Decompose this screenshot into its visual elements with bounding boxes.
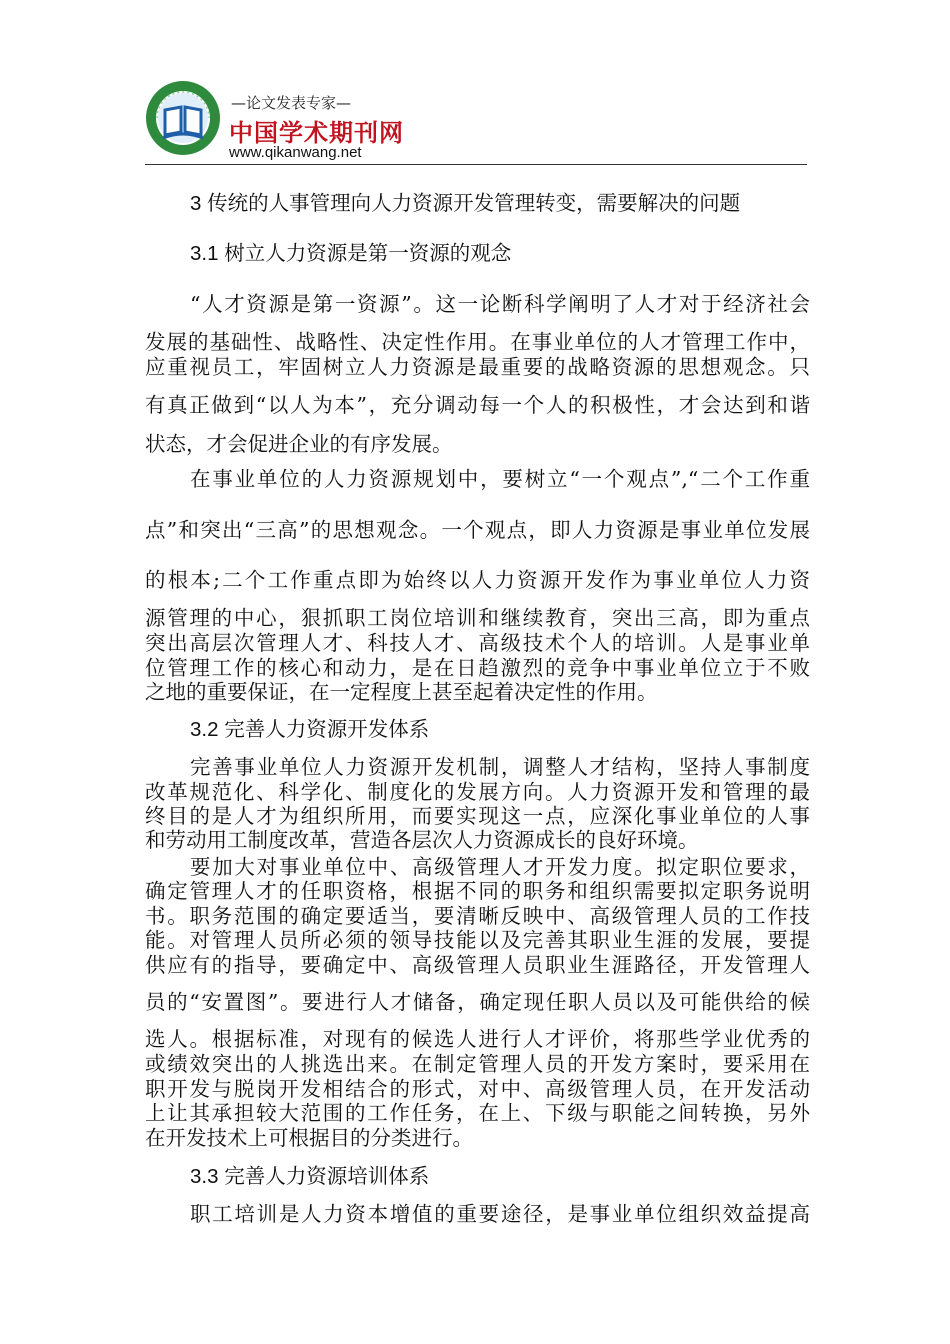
header-divider [145,164,807,165]
subsection-title-3-3: 3.3 完善人力资源培训体系 [190,1165,430,1188]
subsection-title-3-1: 3.1 树立人力资源是第一资源的观念 [190,242,512,265]
text-line: 突出高层次管理人才、科技人才、高级技术个人的培训。人是事业单 [145,631,810,655]
qikanwang-logo-icon [145,80,221,156]
text-line: 之地的重要保证，在一定程度上甚至起着决定性的作用。 [145,680,658,704]
text-line: 或绩效突出的人挑选出来。在制定管理人员的开发方案时，要采用在 [145,1052,810,1076]
site-slogan: —论文发表专家— [231,94,352,112]
text-line: 在开发技术上可根据目的分类进行。 [145,1126,473,1150]
text-line: 员的“安置图”。要进行人才储备，确定现任职人员以及可能供给的候 [145,990,810,1014]
text-line: 完善事业单位人力资源开发机制，调整人才结构，坚持人事制度 [190,755,810,779]
text-line: 终目的是人才为组织所用，而要实现这一点，应深化事业单位的人事 [145,804,810,828]
text-line: 确定管理人才的任职资格，根据不同的职务和组织需要拟定职务说明 [145,879,810,903]
text-line: 职工培训是人力资本增值的重要途径，是事业单位组织效益提高 [190,1202,810,1226]
text-line: 要加大对事业单位中、高级管理人才开发力度。拟定职位要求， [190,855,810,879]
site-brand-name: 中国学术期刊网 [229,119,404,147]
text-line: 能。对管理人员所必须的领导技能以及完善其职业生涯的发展，要提 [145,928,810,952]
text-line: 应重视员工，牢固树立人力资源是最重要的战略资源的思想观念。只 [145,355,810,379]
text-line: 上让其承担较大范围的工作任务，在上、下级与职能之间转换，另外 [145,1101,810,1125]
text-line: 和劳动用工制度改革，营造各层次人力资源成长的良好环境。 [145,828,699,852]
text-line: 有真正做到“以人为本”，充分调动每一个人的积极性，才会达到和谐 [145,393,810,417]
text-line: 源管理的中心，狠抓职工岗位培训和继续教育，突出三高，即为重点 [145,606,810,630]
site-url: www.qikanwang.net [229,144,362,161]
subsection-title-3-2: 3.2 完善人力资源开发体系 [190,718,430,741]
site-header [145,80,815,164]
text-line: 书。职务范围的确定要适当，要清晰反映中、高级管理人员的工作技 [145,904,810,928]
text-line: 在事业单位的人力资源规划中，要树立“一个观点”,“二个工作重 [190,467,810,491]
text-line: 选人。根据标准，对现有的候选人进行人才评价，将那些学业优秀的 [145,1027,810,1051]
section-title: 3 传统的人事管理向人力资源开发管理转变，需要解决的问题 [190,192,741,215]
text-line: 点”和突出“三高”的思想观念。一个观点，即人力资源是事业单位发展 [145,518,810,542]
text-line: 发展的基础性、战略性、决定性作用。在事业单位的人才管理工作中， [145,330,810,354]
text-line: 状态，才会促进企业的有序发展。 [145,432,453,456]
text-line: “人才资源是第一资源”。这一论断科学阐明了人才对于经济社会 [190,292,810,316]
text-line: 的根本;二个工作重点即为始终以人力资源开发作为事业单位人力资 [145,568,810,592]
text-line: 职开发与脱岗开发相结合的形式，对中、高级管理人员，在开发活动 [145,1077,810,1101]
text-line: 改革规范化、科学化、制度化的发展方向。人力资源开发和管理的最 [145,780,810,804]
text-line: 供应有的指导，要确定中、高级管理人员职业生涯路径，开发管理人 [145,953,810,977]
text-line: 位管理工作的核心和动力，是在日趋激烈的竞争中事业单位立于不败 [145,656,810,680]
